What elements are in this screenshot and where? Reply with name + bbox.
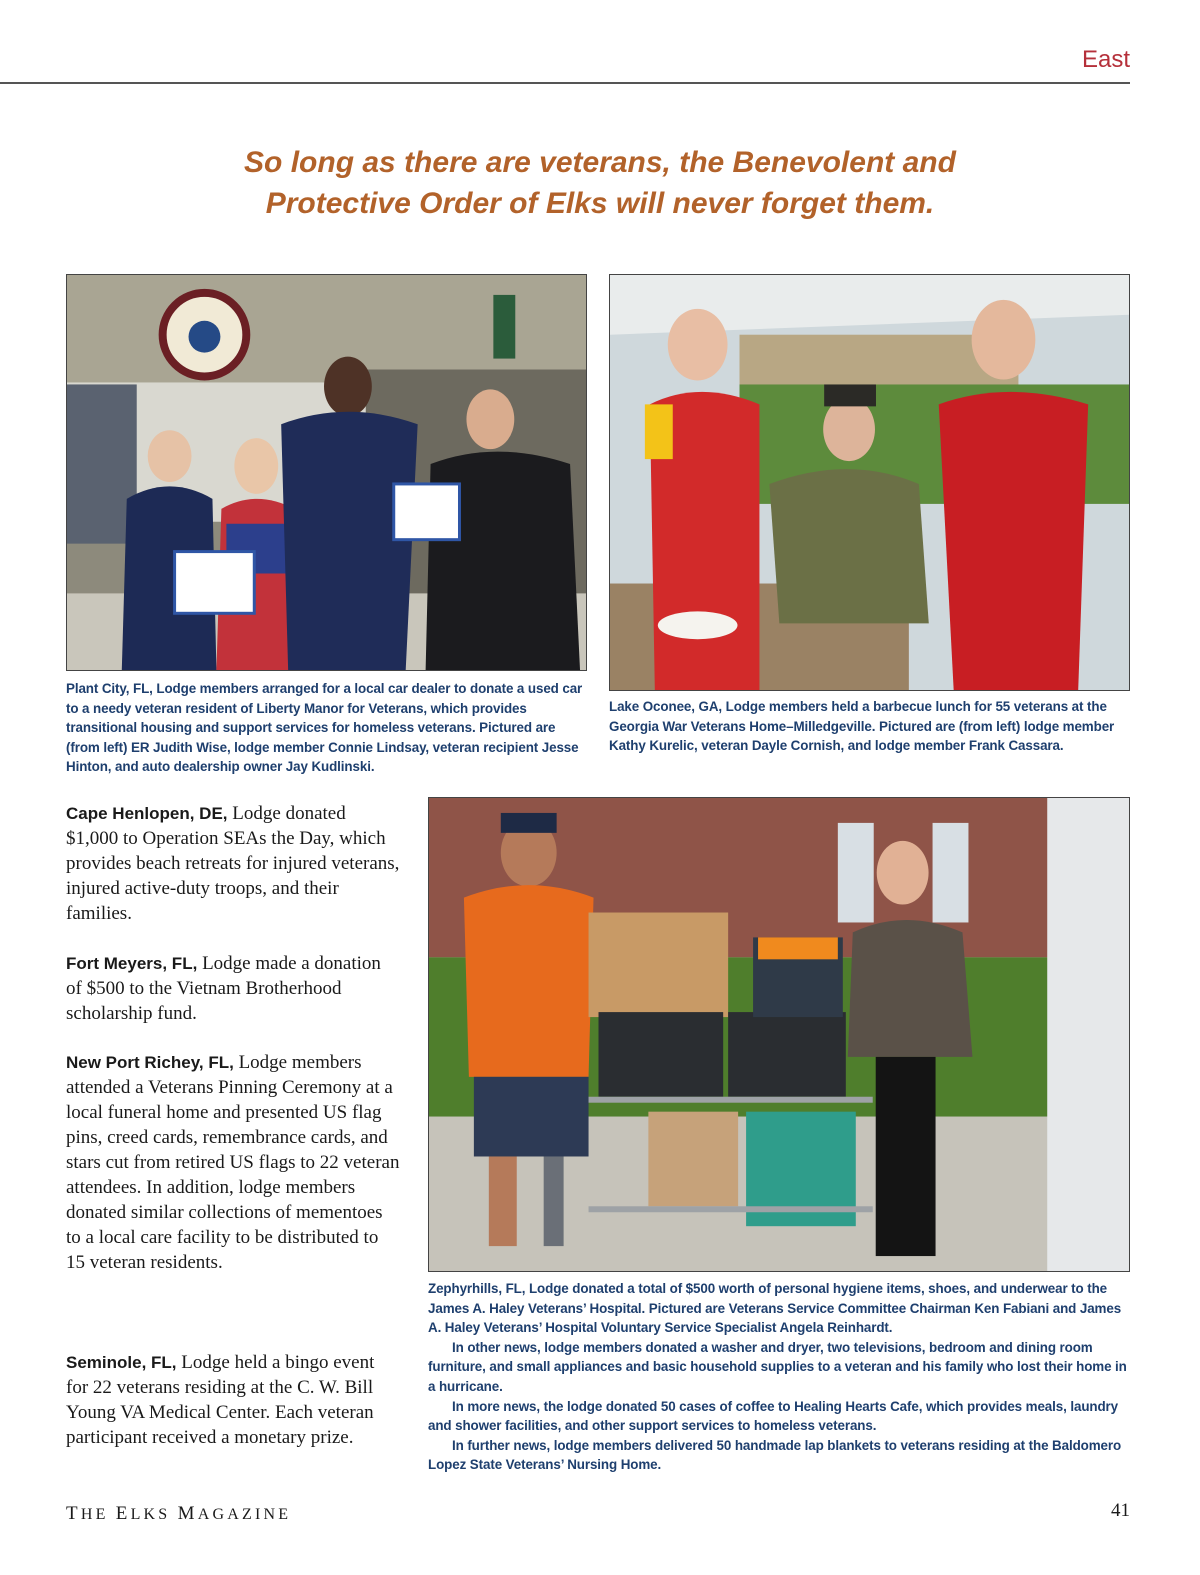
footer-mag-t: T xyxy=(66,1503,81,1524)
footer-mag-he: HE xyxy=(80,1506,116,1523)
photo-lake-oconee-image xyxy=(610,275,1129,690)
photo-zephyrhills xyxy=(428,797,1130,1272)
page-number: 41 xyxy=(1111,1500,1130,1521)
story-seminole-location: Seminole, FL, xyxy=(66,1353,177,1372)
story-cape-henlopen-location: Cape Henlopen, DE, xyxy=(66,804,228,823)
footer-mag-m: M xyxy=(177,1503,198,1524)
story-new-port-richey xyxy=(66,1050,401,1275)
caption-zephyrhills-para-4: In further news, lodge members delivered 50 handmade lap blankets to veterans residing at the Baldomero Lopez State Veterans’ Nursing Home. xyxy=(428,1437,1122,1473)
photo-plant-city-image xyxy=(67,275,586,670)
pull-quote xyxy=(120,142,1080,224)
caption-lake-oconee-location: Lake Oconee, GA, xyxy=(609,699,723,714)
caption-plant-city xyxy=(66,679,587,777)
photo-plant-city xyxy=(66,274,587,671)
story-new-port-richey-location: New Port Richey, FL, xyxy=(66,1053,234,1072)
story-fort-meyers xyxy=(66,951,401,1026)
story-seminole xyxy=(66,1350,401,1450)
pull-quote-line-2: Protective Order of Elks will never forget them. xyxy=(265,187,935,220)
story-fort-meyers-location: Fort Meyers, FL, xyxy=(66,954,198,973)
photo-lake-oconee xyxy=(609,274,1130,691)
story-seminole-text: Lodge held a bingo event for 22 veterans residing at the C. W. Bill Young VA Medical Center. Each veteran participant received a monetary prize. xyxy=(66,1352,375,1448)
caption-zephyrhills-text: Lodge donated a total of $500 worth of personal hygiene items, shoes, and underwear to the James A. Haley Veterans’ Hospital. Pictured are Veterans Service Committee Chairman Ken Fabiani and James A. Haley Veterans’ Hospital Voluntary Service Specialist Angela Reinhardt. xyxy=(428,1281,1122,1336)
caption-zephyrhills-location: Zephyrhills, FL, xyxy=(428,1281,526,1296)
footer-mag-e: E xyxy=(115,1503,131,1524)
photo-zephyrhills-image xyxy=(429,798,1129,1271)
header-rule xyxy=(0,82,1130,84)
caption-lake-oconee xyxy=(609,697,1130,756)
caption-plant-city-location: Plant City, FL, xyxy=(66,681,153,696)
footer-magazine-title xyxy=(66,1503,291,1525)
footer-mag-lks: LKS xyxy=(130,1506,178,1523)
story-fort-meyers-text: Lodge made a donation of $500 to the Vietnam Brotherhood scholarship fund. xyxy=(66,953,381,1024)
caption-plant-city-text: Lodge members arranged for a local car dealer to donate a used car to a needy veteran resident of Liberty Manor for Veterans, which provides transitional housing and support services for homeless veterans. Pictured are (from left) ER Judith Wise, lodge member Connie Lindsay, veteran recipient Jesse Hinton, and auto dealership owner Jay Kudlinski. xyxy=(66,681,583,775)
story-new-port-richey-text: Lodge members attended a Veterans Pinning Ceremony at a local funeral home and presented US flag pins, creed cards, remembrance cards, and stars cut from retired US flags to 22 veteran attendees. In addition, lodge members donated similar collections of mementoes to a local care facility to be distributed to 15 veteran residents. xyxy=(66,1052,400,1273)
caption-zephyrhills-para-2: In other news, lodge members donated a washer and dryer, two televisions, bedroom and dining room furniture, and small appliances and basic household supplies to a veteran and his family who lost their home in a hurricane. xyxy=(428,1339,1127,1394)
footer-mag-agazine: AGAZINE xyxy=(197,1506,292,1523)
story-cape-henlopen-text: Lodge donated $1,000 to Operation SEAs the Day, which provides beach retreats for injured veterans, injured active-duty troops, and their families. xyxy=(66,803,400,924)
caption-zephyrhills-para-3: In more news, the lodge donated 50 cases of coffee to Healing Hearts Cafe, which provides meals, laundry and shower facilities, and other support services to homeless veterans. xyxy=(428,1398,1119,1434)
pull-quote-line-1: So long as there are veterans, the Benevolent and xyxy=(244,146,956,179)
section-label: East xyxy=(1081,46,1130,73)
story-cape-henlopen xyxy=(66,801,401,926)
caption-zephyrhills xyxy=(428,1279,1130,1475)
caption-lake-oconee-text: Lodge members held a barbecue lunch for 55 veterans at the Georgia War Veterans Home–Milledgeville. Pictured are (from left) lodge member Kathy Kurelic, veteran Dayle Cornish, and lodge member Frank Cassara. xyxy=(609,699,1115,754)
